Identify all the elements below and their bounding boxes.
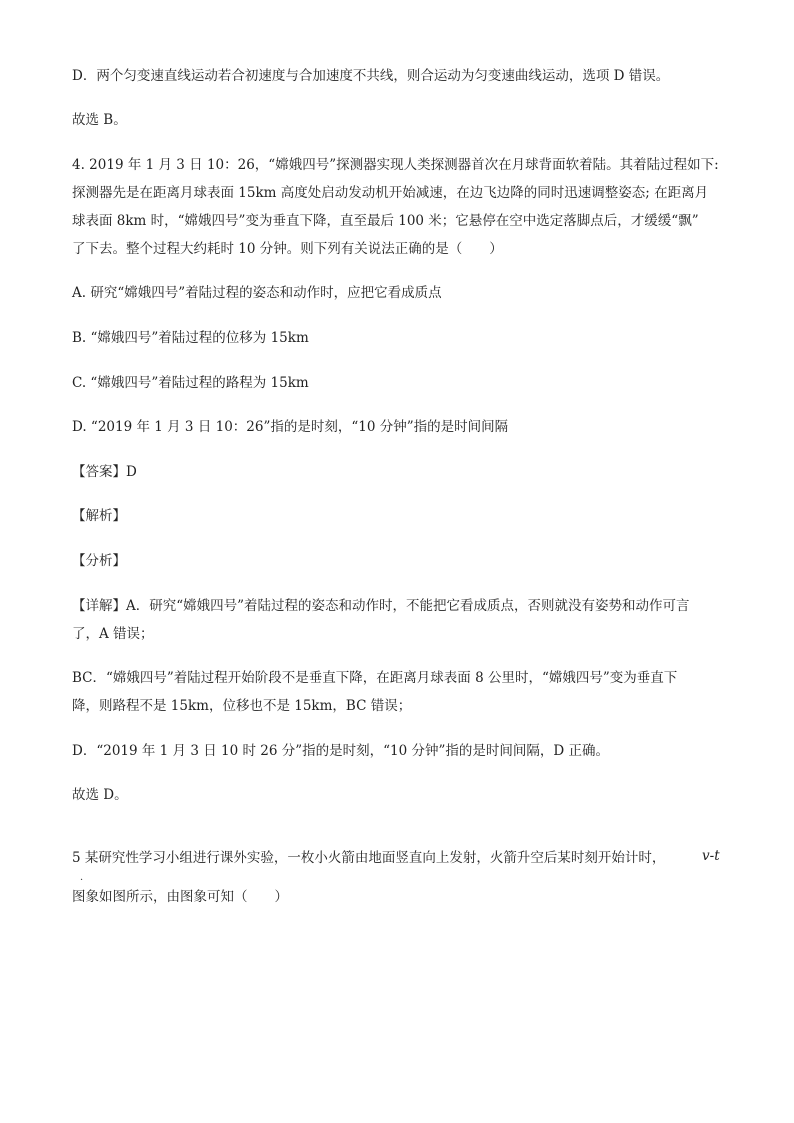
- q5-stem-line-1: 5 某研究性学习小组进行课外实验，一枚小火箭由地面竖直向上发射，火箭升空后某时刻开始计时，: [72, 850, 666, 866]
- q4-answer: [72, 462, 734, 483]
- q4-detail-line-2: 了，A 错误；: [72, 626, 154, 642]
- q5-stem-line-2: 图象如图所示，由图象可知（ ）: [72, 889, 288, 905]
- q4-analysis-label: 【解析】: [72, 508, 126, 524]
- q4-stem-line-4: 了下去。整个过程大约耗时 10 分钟。则下列有关说法正确的是（ ）: [72, 241, 503, 257]
- answer-label: 【答案】: [72, 464, 126, 480]
- q4-stem-line-2: 探测器先是在距离月球表面 15km 高度处启动发动机开始减速，在边飞边降的同时迅速调整姿态; 在距离月: [72, 185, 709, 201]
- q4-stem-line-3: 球表面 8km 时，“嫦娥四号”变为垂直下降，直至最后 100 米；它悬停在空中选定落脚点后，才缓缓“飘”: [72, 213, 699, 229]
- q4-stem-line-1: 4. 2019 年 1 月 3 日 10：26，“嫦娥四号”探测器实现人类探测器首次在月球背面软着陆。其着陆过程如下:: [72, 157, 719, 173]
- q4-detail-line-1: 【详解】A．研究“嫦娥四号”着陆过程的姿态和动作时，不能把它看成质点，否则就没有姿势和动作可言: [72, 598, 690, 614]
- q4-option-c: C. “嫦娥四号”着陆过程的路程为 15km: [72, 375, 309, 391]
- q3-conclusion: 故选 B。: [72, 112, 127, 128]
- q4-option-a: A. 研究“嫦娥四号”着陆过程的姿态和动作时，应把它看成质点: [72, 285, 442, 301]
- q4-detail-line-5: D．“2019 年 1 月 3 日 10 时 26 分”指的是时刻，“10 分钟”指的是时间间隔，D 正确。: [72, 743, 610, 759]
- answer-value: D: [126, 464, 137, 480]
- q5-vt-symbol: v-t: [702, 848, 720, 864]
- q4-fenxi-label: 【分析】: [72, 553, 126, 569]
- q4-detail-line-4: 降，则路程不是 15km，位移也不是 15km，BC 错误；: [72, 698, 412, 714]
- q4-option-b: B. “嫦娥四号”着陆过程的位移为 15km: [72, 330, 309, 346]
- q4-conclusion: 故选 D。: [72, 787, 128, 803]
- q4-option-d: D. “2019 年 1 月 3 日 10：26”指的是时刻，“10 分钟”指的是时间间隔: [72, 419, 509, 435]
- q3-option-d-explanation: D．两个匀变速直线运动若合初速度与合加速度不共线，则合运动为匀变速曲线运动，选项 D 错误。: [72, 68, 670, 84]
- q5-dot-mark: ．: [80, 872, 90, 883]
- q4-detail-line-3: BC．“嫦娥四号”着陆过程开始阶段不是垂直下降，在距离月球表面 8 公里时，“嫦娥四号”变为垂直下: [72, 670, 678, 686]
